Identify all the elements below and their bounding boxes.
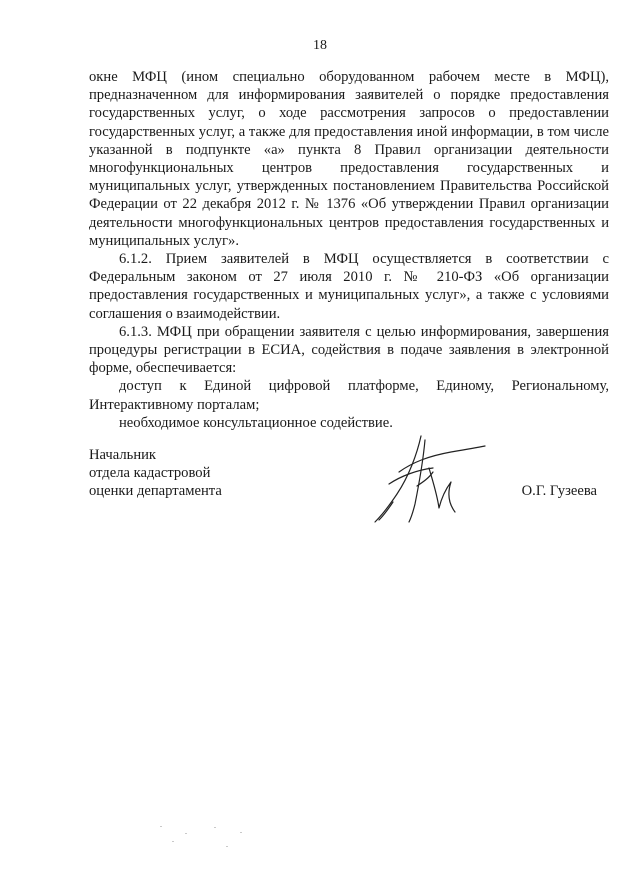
- list-item-consultation: необходимое консультационное содействие.: [119, 414, 393, 431]
- scan-artifact: [172, 841, 174, 842]
- scan-artifact: [240, 832, 242, 833]
- paragraph-continuation: окне МФЦ (ином специально оборудованном рабочем месте в МФЦ), предназначенном для информирования заявителей о порядке предоставления государственных услуг, о ходе рассмотрения запросов о предоставлении государственных услуг, а также для предоставления иной информации, в том числе указанной в подпункте «а» пункта 8 Правил организации деятельности многофункциональных центров предоставления государственных и муниципальных услуг, утвержденных постановлением Правительства Российской Федерации от 22 декабря 2012 г. № 1376 «Об утверждении Правил организации деятельности многофункциональных центров предоставления государственных и муниципальных услуг».: [89, 69, 609, 249]
- signatory-name: О.Г. Гузеева: [521, 483, 597, 499]
- scan-artifact: [226, 846, 228, 847]
- scan-artifact: [185, 833, 187, 834]
- signatory-position: [89, 446, 222, 501]
- handwritten-signature: [359, 432, 489, 532]
- signatory-position-line: Начальник: [89, 447, 157, 463]
- scan-artifact: [160, 826, 162, 827]
- paragraph-6-1-2: 6.1.2. Прием заявителей в МФЦ осуществляется в соответствии с Федеральным законом от 27 июля 2010 г. № 210-ФЗ «Об организации предоставления государственных и муниципальных услуг», а также с условиями соглашения о взаимодействии.: [89, 251, 609, 322]
- scan-artifact: [214, 827, 216, 828]
- list-item-portal-access: доступ к Единой цифровой платформе, Единому, Региональному, Интерактивному порталам;: [89, 378, 609, 413]
- signatory-position-line: оценки департамента: [89, 483, 222, 500]
- signature-block: [89, 446, 609, 536]
- paragraph-6-1-3: 6.1.3. МФЦ при обращении заявителя с целью информирования, завершения процедуры регистрации в ЕСИА, содействия в подаче заявления в электронной форме, обеспечивается:: [89, 323, 609, 377]
- signatory-position-line: отдела кадастровой: [89, 465, 211, 482]
- document-body: [89, 68, 609, 432]
- page-number: 18: [313, 38, 327, 53]
